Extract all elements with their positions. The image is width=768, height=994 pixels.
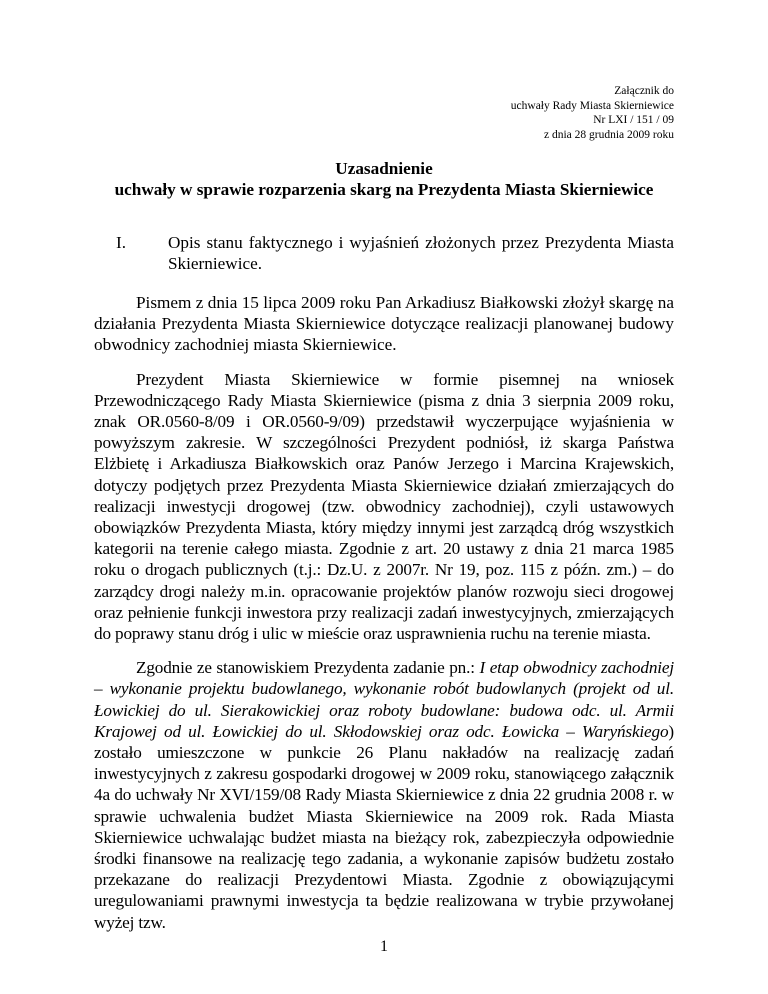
page-number: 1 xyxy=(380,938,388,955)
paragraph-3 xyxy=(94,657,674,933)
title-line-2: uchwały w sprawie rozparzenia skarg na Prezydenta Miasta Skierniewice xyxy=(114,180,654,199)
paragraph-1: Pismem z dnia 15 lipca 2009 roku Pan Arkadiusz Białkowski złożył skargę na działania Prezydenta Miasta Skierniewice dotyczące realizacji planowanej budowy obwodnicy zachodniej miasta Skierniewice. xyxy=(94,293,674,355)
paragraph-2: Prezydent Miasta Skierniewice w formie pisemnej na wniosek Przewodniczącego Rady Miasta Skierniewice (pisma z dnia 3 sierpnia 2009 roku, znak OR.0560-8/09 i OR.0560-9/09) przedstawił wyczerpujące wyjaśnienia w powyższym zakresie. W szczególności Prezydent podniósł, iż skarga Państwa Elżbietę i Arkadiusza Białkowskich oraz Panów Jerzego i Marcina Krajewskich, dotyczy podjętych przez Prezydenta Miasta Skierniewice działań zmierzających do realizacji inwestycji drogowej (tzw. obwodnicy zachodniej), czyli ustawowych obowiązków Prezydenta Miasta, który między innymi jest zarządcą dróg wszystkich kategorii na terenie całego miasta. Zgodnie z art. 20 ustawy z dnia 21 marca 1985 roku o drogach publicznych (t.j.: Dz.U. z 2007r. Nr 19, poz. 115 z późn. zm.) – do zarządcy drogi należy m.in. opracowanie projektów planów rozwoju sieci drogowej oraz pełnienie funkcji inwestora przy realizacji zadań inwestycyjnych, zmierzających do poprawy stanu dróg i ulic w mieście oraz usprawnienia ruchu na terenie miasta. xyxy=(94,369,674,644)
document-title xyxy=(94,158,674,200)
document-body xyxy=(94,292,674,933)
attachment-note xyxy=(511,84,674,142)
attachment-line-2: uchwały Rady Miasta Skierniewice xyxy=(510,99,674,112)
attachment-line-1: Załącznik do xyxy=(614,85,674,97)
paragraph-3-task-name: I etap obwodnicy zachodniej – wykonanie projektu budowlanego, wykonanie robót budowlanych (projekt od ul. Łowickiej do ul. Sierakowickiej oraz roboty budowlane: budowa odc. ul. Armii Krajowej od ul. Łowickiej do ul. Skłodowskiej oraz odc. Łowicka – Waryńskiego xyxy=(94,658,674,741)
paragraph-3-intro: Zgodnie ze stanowiskiem Prezydenta zadanie pn.: xyxy=(136,658,480,678)
attachment-line-4: z dnia 28 grudnia 2009 roku xyxy=(544,128,674,141)
section-heading-text: Opis stanu faktycznego i wyjaśnień złożonych przez Prezydenta Miasta Skierniewice. xyxy=(168,233,674,274)
paragraph-3-rest: ) zostało umieszczone w punkcie 26 Planu nakładów na realizację zadań inwestycyjnych z zakresu gospodarki drogowej w 2009 roku, stanowiącego załącznik 4a do uchwały Nr XVI/159/08 Rady Miasta Skierniewice z dnia 22 grudnia 2008 r. w sprawie uchwalenia budżet Miasta Skierniewice na 2009 rok. Rada Miasta Skierniewice uchwalając budżet miasta na bieżący rok, zabezpieczyła odpowiednie środki finansowe na realizację tego zadania, a wykonanie zapisów budżetu zostało przekazane do realizacji Prezydentowi Miasta. Zgodnie z obowiązującymi uregulowaniami prawnymi inwestycja ta będzie realizowana w trybie przywołanej wyżej tzw. xyxy=(94,721,674,932)
title-line-1: Uzasadnienie xyxy=(335,159,433,178)
section-number: I. xyxy=(116,233,127,252)
attachment-line-3: Nr LXI / 151 / 09 xyxy=(593,114,674,126)
section-heading xyxy=(94,232,674,274)
